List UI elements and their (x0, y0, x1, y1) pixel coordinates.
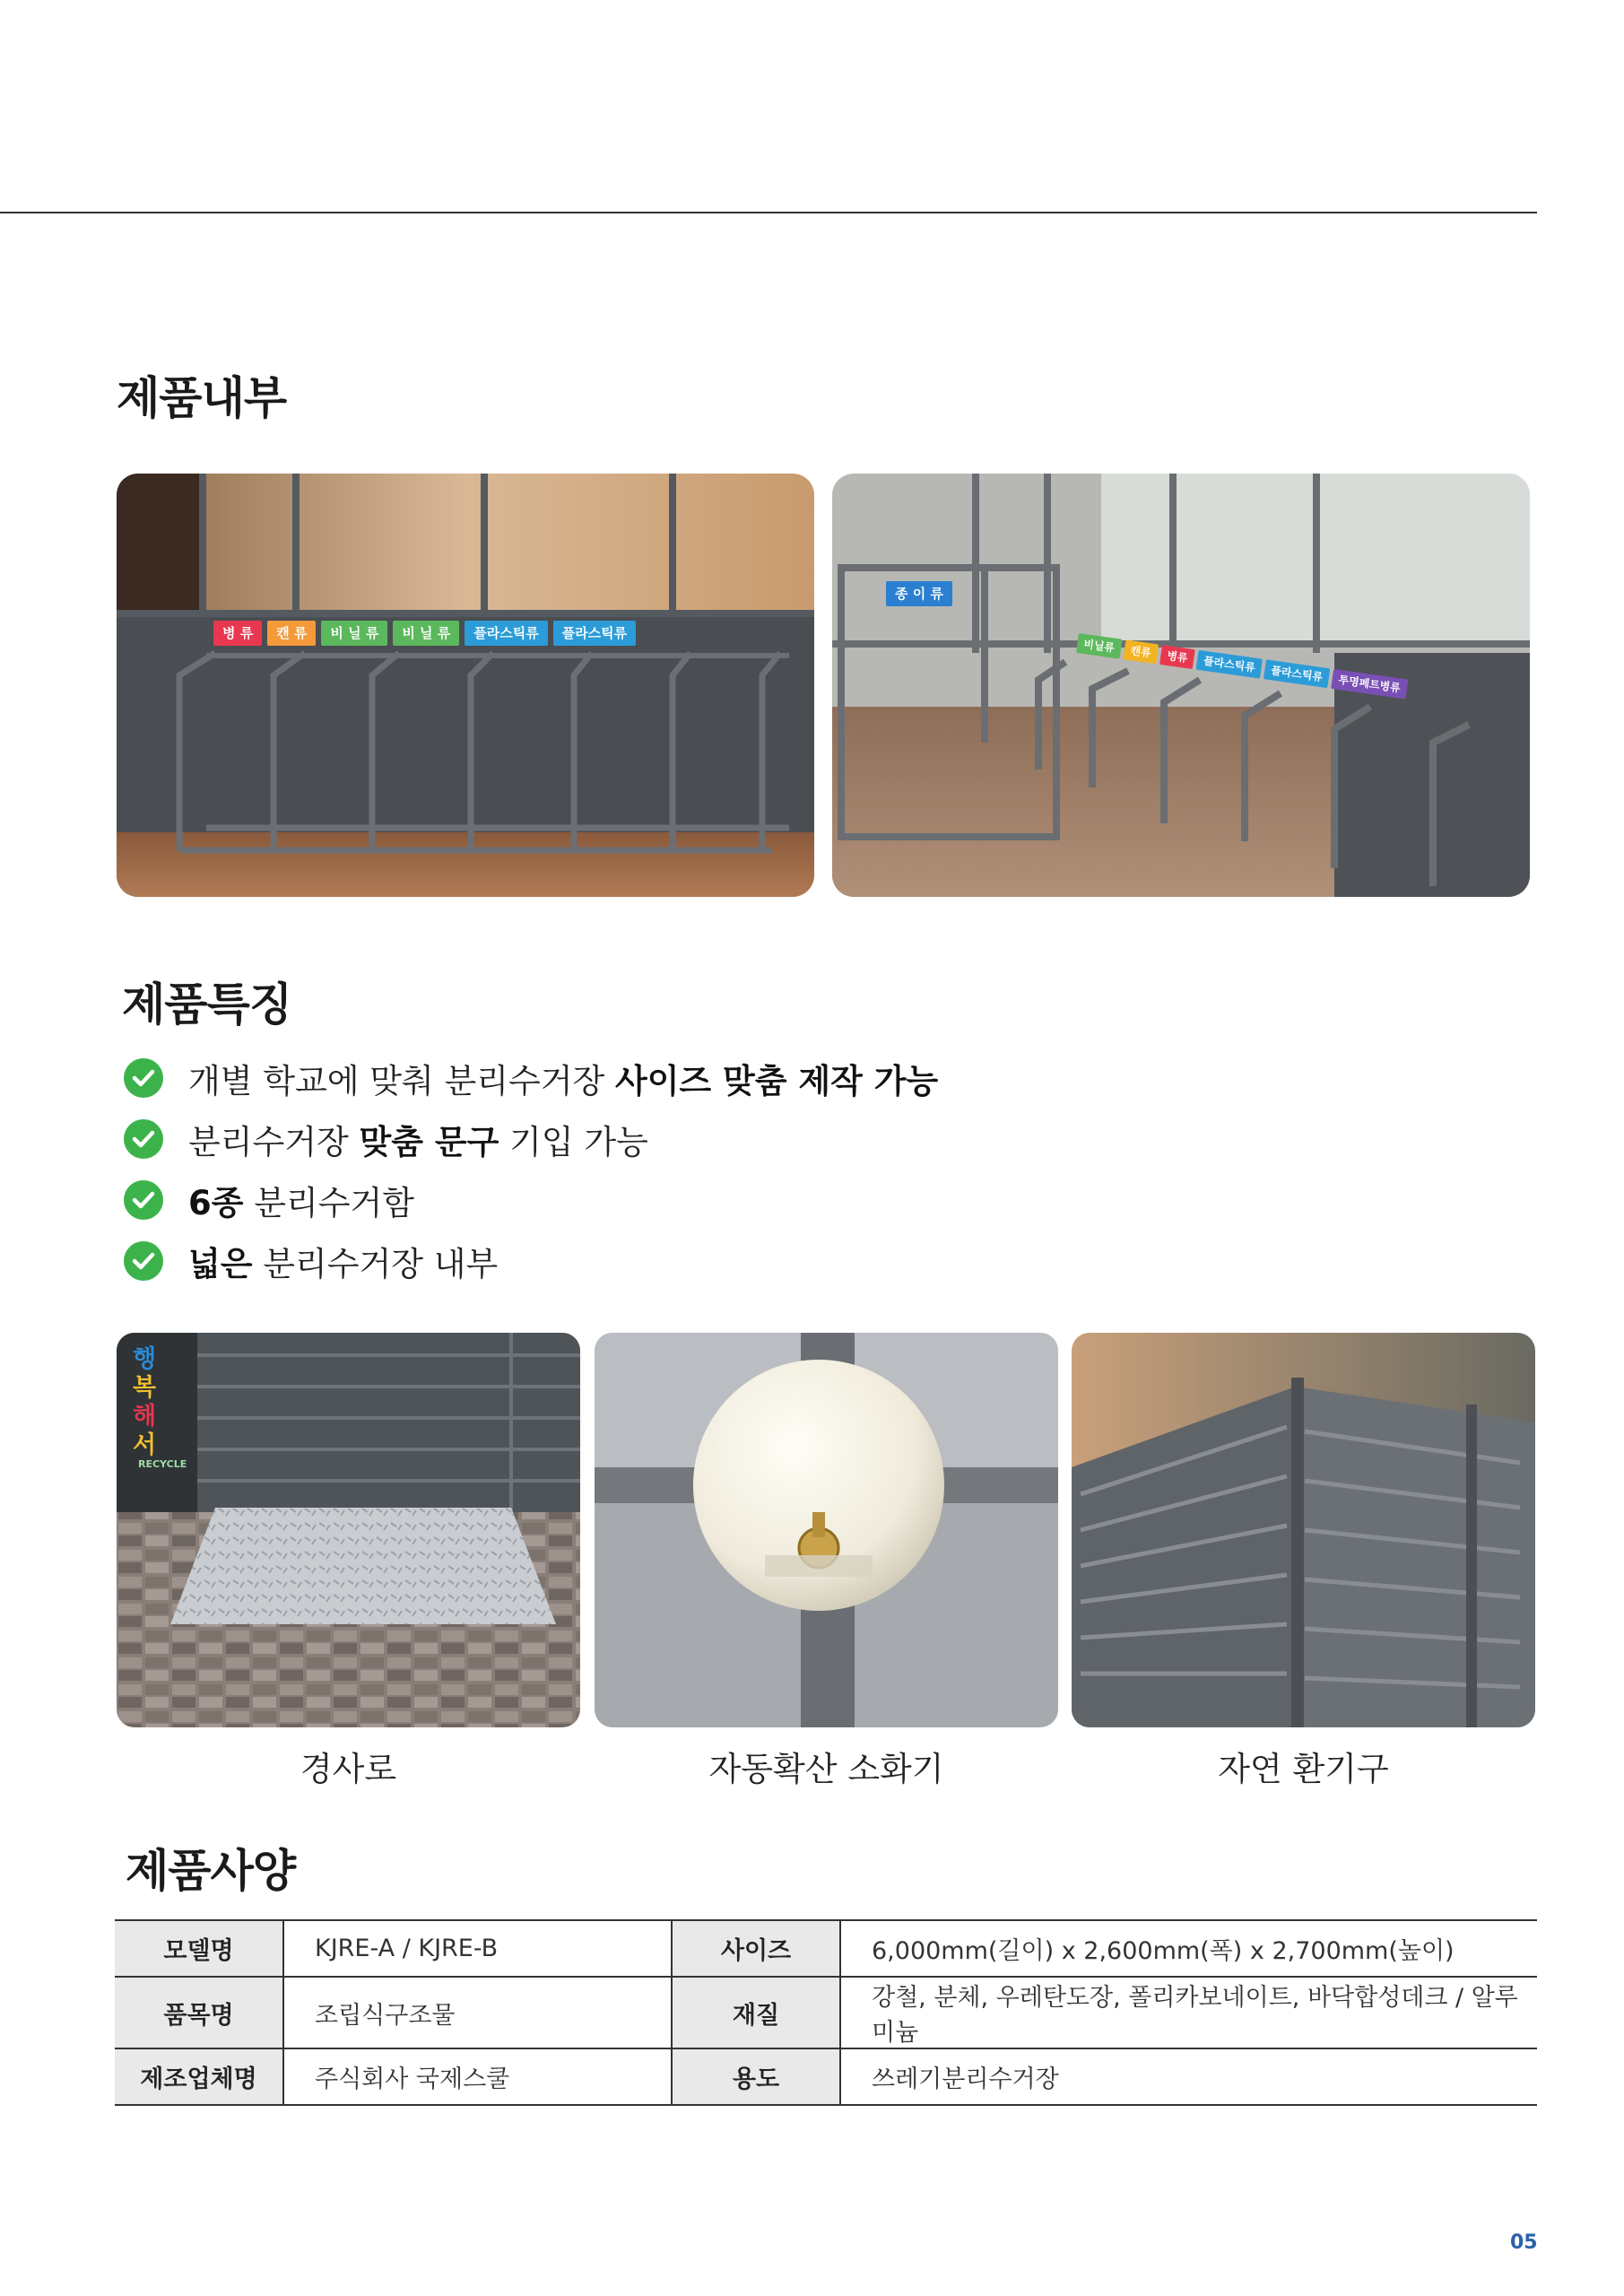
bin-label-bottle: 병 류 (213, 621, 262, 646)
spec-value: 주식회사 국제스쿨 (283, 2048, 672, 2105)
section-title-specs: 제품사양 (126, 1845, 296, 1897)
caption-extinguisher: 자동확산 소화기 (708, 1750, 944, 1788)
ramp-photo (117, 1333, 580, 1727)
spec-table (115, 1919, 1537, 2106)
interior-photo-right (832, 474, 1530, 897)
sign-char: 서 (133, 1431, 157, 1459)
spec-value: 조립식구조물 (283, 1977, 672, 2048)
table-row (115, 1920, 1537, 1977)
feature-item-3 (124, 1170, 938, 1231)
bin-label-plastic-2: 플라스틱류 (1264, 659, 1330, 688)
caption-ventilation: 자연 환기구 (1218, 1750, 1389, 1788)
bin-label-can: 캔 류 (267, 621, 316, 646)
spec-value: 강철, 분체, 우레탄도장, 폴리카보네이트, 바닥합성데크 / 알루미늄 (840, 1977, 1537, 2048)
feature-text: 넓은 분리수거장 내부 (188, 1245, 499, 1283)
caption-ramp: 경사로 (300, 1750, 397, 1788)
ventilation-photo (1072, 1333, 1535, 1727)
page-number: 05 (1510, 2231, 1538, 2254)
bin-label-vinyl-2: 비 닐 류 (393, 621, 459, 646)
bin-label-pet: 투명페트병류 (1331, 669, 1408, 699)
spec-label: 사이즈 (672, 1920, 840, 1977)
feature-text: 분리수거장 맞춤 문구 기입 가능 (188, 1123, 648, 1161)
spec-label: 제조업체명 (115, 2048, 283, 2105)
section-title-interior: 제품내부 (117, 372, 287, 424)
feature-list (124, 1048, 938, 1292)
bin-label-vinyl: 비닐류 (1076, 633, 1122, 659)
feature-item-1 (124, 1048, 938, 1109)
interior-left-label-row (213, 621, 636, 646)
table-row (115, 1977, 1537, 2048)
table-row (115, 2048, 1537, 2105)
check-icon (124, 1119, 163, 1159)
check-icon (124, 1058, 163, 1098)
bin-label-can: 캔류 (1123, 639, 1159, 664)
sign-char: 복 (133, 1374, 157, 1402)
extinguisher-photo (595, 1333, 1058, 1727)
bin-label-plastic-2: 플라스틱류 (553, 621, 636, 646)
feature-item-4 (124, 1231, 938, 1292)
section-title-features: 제품특징 (122, 978, 292, 1031)
ramp-sign (133, 1345, 156, 1460)
feature-text: 6종 분리수거함 (188, 1184, 414, 1222)
spec-label: 모델명 (115, 1920, 283, 1977)
interior-photo-left (117, 474, 814, 897)
check-icon (124, 1180, 163, 1220)
sign-char: 행 (133, 1345, 157, 1373)
check-icon (124, 1241, 163, 1281)
spec-value: 쓰레기분리수거장 (840, 2048, 1537, 2105)
spec-label: 용도 (672, 2048, 840, 2105)
bin-label-bottle: 병류 (1159, 645, 1195, 669)
feature-text: 개별 학교에 맞춰 분리수거장 사이즈 맞춤 제작 가능 (188, 1062, 939, 1100)
top-rule (0, 212, 1537, 213)
spec-label: 재질 (672, 1977, 840, 2048)
spec-value: 6,000mm(길이) x 2,600mm(폭) x 2,700mm(높이) (840, 1920, 1537, 1977)
sign-char: 해 (133, 1403, 157, 1431)
bin-label-paper: 종 이 류 (886, 581, 952, 606)
feature-item-2 (124, 1109, 938, 1170)
spec-label: 품목명 (115, 1977, 283, 2048)
bin-label-plastic-1: 플라스틱류 (465, 621, 547, 646)
bin-label-plastic-1: 플라스틱류 (1196, 650, 1263, 679)
spec-value: KJRE-A / KJRE-B (283, 1920, 672, 1977)
recycle-text: RECYCLE (138, 1458, 187, 1470)
bin-label-vinyl-1: 비 닐 류 (321, 621, 387, 646)
